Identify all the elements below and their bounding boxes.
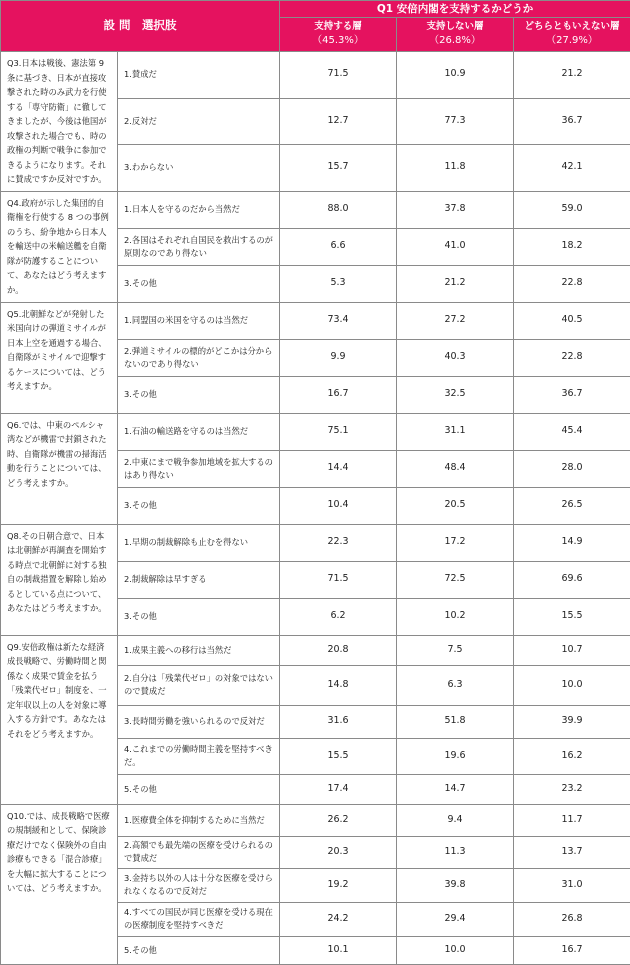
header-question-options xyxy=(1,1,280,52)
value-cell: 22.3 xyxy=(280,524,397,561)
value-cell: 26.5 xyxy=(514,487,630,524)
question-text: Q10.では、成長戦略で医療の規制緩和として、保険診療だけでなく保険外の自由診療もできる「混合診療」を大幅に拡大することについては、どう考えますか。 xyxy=(1,804,118,964)
value-cell: 59.0 xyxy=(514,191,630,228)
header-col-neutral xyxy=(514,18,630,52)
option-label: 1.日本人を守るのだから当然だ xyxy=(118,191,280,228)
value-cell: 13.7 xyxy=(514,836,630,868)
value-cell: 14.4 xyxy=(280,450,397,487)
value-cell: 69.6 xyxy=(514,561,630,598)
value-cell: 39.9 xyxy=(514,705,630,738)
value-cell: 7.5 xyxy=(397,635,514,665)
value-cell: 9.9 xyxy=(280,339,397,376)
table-row xyxy=(1,52,630,99)
table-row xyxy=(1,804,630,836)
value-cell: 17.2 xyxy=(397,524,514,561)
value-cell: 48.4 xyxy=(397,450,514,487)
value-cell: 40.5 xyxy=(514,302,630,339)
value-cell: 23.2 xyxy=(514,774,630,804)
value-cell: 10.2 xyxy=(397,598,514,635)
value-cell: 14.9 xyxy=(514,524,630,561)
value-cell: 17.4 xyxy=(280,774,397,804)
option-label: 1.成果主義への移行は当然だ xyxy=(118,635,280,665)
question-text: Q4.政府が示した集団的自衛権を行使する 8 つの事例のうち、紛争地から日本人を輸送中の米輸送艦を自衛隊が防護することについて、あなたはどう考えますか。 xyxy=(1,191,118,302)
table-row xyxy=(1,302,630,339)
value-cell: 31.1 xyxy=(397,413,514,450)
value-cell: 32.5 xyxy=(397,376,514,413)
value-cell: 10.4 xyxy=(280,487,397,524)
option-label: 5.その他 xyxy=(118,936,280,964)
header-col-oppose xyxy=(397,18,514,52)
question-text: Q9.安倍政権は新たな経済成長戦略で、労働時間と関係なく成果で賃金を払う「残業代ゼロ」制度を、一定年収以上の人を対象に導入する方針です。あなたはそれをどう考えますか。 xyxy=(1,635,118,804)
option-label: 2.反対だ xyxy=(118,98,280,145)
value-cell: 27.2 xyxy=(397,302,514,339)
value-cell: 16.7 xyxy=(514,936,630,964)
value-cell: 6.6 xyxy=(280,228,397,265)
value-cell: 11.8 xyxy=(397,145,514,192)
option-label: 3.その他 xyxy=(118,487,280,524)
value-cell: 6.3 xyxy=(397,665,514,705)
question-text: Q6.では、中東のペルシャ湾などが機雷で封鎖された時、自衛隊が機雷の掃海活動を行うことについては、どう考えますか。 xyxy=(1,413,118,524)
value-cell: 40.3 xyxy=(397,339,514,376)
value-cell: 31.6 xyxy=(280,705,397,738)
value-cell: 75.1 xyxy=(280,413,397,450)
value-cell: 22.8 xyxy=(514,339,630,376)
value-cell: 88.0 xyxy=(280,191,397,228)
value-cell: 45.4 xyxy=(514,413,630,450)
value-cell: 26.8 xyxy=(514,902,630,936)
header-group-title: Q1 安倍内閣を支持するかどうか xyxy=(280,1,630,18)
header-col-pct: （27.9%） xyxy=(514,34,630,48)
value-cell: 20.3 xyxy=(280,836,397,868)
value-cell: 39.8 xyxy=(397,868,514,902)
option-label: 1.石油の輸送路を守るのは当然だ xyxy=(118,413,280,450)
header-col-label: 支持しない層 xyxy=(427,21,484,32)
table-header xyxy=(1,1,630,52)
option-label: 2.自分は「残業代ゼロ」の対象ではないので賛成だ xyxy=(118,665,280,705)
value-cell: 41.0 xyxy=(397,228,514,265)
header-col-pct: （45.3%） xyxy=(280,34,396,48)
value-cell: 42.1 xyxy=(514,145,630,192)
value-cell: 71.5 xyxy=(280,52,397,99)
value-cell: 16.2 xyxy=(514,738,630,774)
option-label: 3.わからない xyxy=(118,145,280,192)
option-label: 4.これまでの労働時間主義を堅持すべきだ。 xyxy=(118,738,280,774)
option-label: 1.医療費全体を抑制するために当然だ xyxy=(118,804,280,836)
value-cell: 14.8 xyxy=(280,665,397,705)
option-label: 4.すべての国民が同じ医療を受ける現在の医療制度を堅持すべきだ xyxy=(118,902,280,936)
option-label: 3.長時間労働を強いられるので反対だ xyxy=(118,705,280,738)
table-row xyxy=(1,635,630,665)
value-cell: 10.0 xyxy=(397,936,514,964)
value-cell: 10.9 xyxy=(397,52,514,99)
value-cell: 36.7 xyxy=(514,376,630,413)
table-row xyxy=(1,191,630,228)
value-cell: 22.8 xyxy=(514,265,630,302)
value-cell: 19.6 xyxy=(397,738,514,774)
value-cell: 5.3 xyxy=(280,265,397,302)
table-row xyxy=(1,524,630,561)
question-text: Q3.日本は戦後、憲法第 9 条に基づき、日本が直接攻撃された時のみ武力を行使する「専守防衛」に徹してきましたが、今後は他国が攻撃された場合でも、時の政権の判断で戦争に参加できるようになります。それに賛成ですか反対ですか。 xyxy=(1,52,118,192)
value-cell: 77.3 xyxy=(397,98,514,145)
value-cell: 51.8 xyxy=(397,705,514,738)
value-cell: 21.2 xyxy=(514,52,630,99)
value-cell: 21.2 xyxy=(397,265,514,302)
option-label: 1.早期の制裁解除も止むを得ない xyxy=(118,524,280,561)
value-cell: 15.7 xyxy=(280,145,397,192)
option-label: 3.金持ち以外の人は十分な医療を受けられなくなるので反対だ xyxy=(118,868,280,902)
value-cell: 20.8 xyxy=(280,635,397,665)
value-cell: 11.3 xyxy=(397,836,514,868)
value-cell: 28.0 xyxy=(514,450,630,487)
value-cell: 15.5 xyxy=(514,598,630,635)
option-label: 2.高額でも最先端の医療を受けられるので賛成だ xyxy=(118,836,280,868)
value-cell: 16.7 xyxy=(280,376,397,413)
value-cell: 37.8 xyxy=(397,191,514,228)
value-cell: 29.4 xyxy=(397,902,514,936)
value-cell: 6.2 xyxy=(280,598,397,635)
value-cell: 14.7 xyxy=(397,774,514,804)
option-label: 2.弾道ミサイルの標的がどこかは分からないのであり得ない xyxy=(118,339,280,376)
option-label: 1.賛成だ xyxy=(118,52,280,99)
value-cell: 9.4 xyxy=(397,804,514,836)
value-cell: 12.7 xyxy=(280,98,397,145)
header-options-label: 選択肢 xyxy=(142,18,177,32)
option-label: 1.同盟国の米国を守るのは当然だ xyxy=(118,302,280,339)
option-label: 2.中東にまで戦争参加地域を拡大するのはあり得ない xyxy=(118,450,280,487)
option-label: 5.その他 xyxy=(118,774,280,804)
option-label: 3.その他 xyxy=(118,376,280,413)
header-question-label: 設 問 xyxy=(104,18,131,32)
question-text: Q5.北朝鮮などが発射した米国向けの弾道ミサイルが日本上空を通過する場合、自衛隊がミサイルで迎撃するケースについては、どう考えますか。 xyxy=(1,302,118,413)
value-cell: 31.0 xyxy=(514,868,630,902)
value-cell: 72.5 xyxy=(397,561,514,598)
value-cell: 20.5 xyxy=(397,487,514,524)
option-label: 3.その他 xyxy=(118,265,280,302)
value-cell: 10.1 xyxy=(280,936,397,964)
header-col-label: 支持する層 xyxy=(314,21,362,32)
value-cell: 18.2 xyxy=(514,228,630,265)
question-text: Q8.その日朝合意で、日本は北朝鮮が再調査を開始する時点で北朝鮮に対する独自の制裁措置を解除し始めるとしている点について、あなたはどう考えますか。 xyxy=(1,524,118,635)
value-cell: 10.0 xyxy=(514,665,630,705)
value-cell: 11.7 xyxy=(514,804,630,836)
value-cell: 19.2 xyxy=(280,868,397,902)
option-label: 2.各国はそれぞれ自国民を救出するのが原則なのであり得ない xyxy=(118,228,280,265)
header-col-pct: （26.8%） xyxy=(397,34,513,48)
value-cell: 36.7 xyxy=(514,98,630,145)
value-cell: 26.2 xyxy=(280,804,397,836)
option-label: 3.その他 xyxy=(118,598,280,635)
header-col-label: どちらともいえない層 xyxy=(525,21,620,32)
value-cell: 15.5 xyxy=(280,738,397,774)
value-cell: 10.7 xyxy=(514,635,630,665)
header-col-support xyxy=(280,18,397,52)
option-label: 2.制裁解除は早すぎる xyxy=(118,561,280,598)
table-row xyxy=(1,413,630,450)
value-cell: 24.2 xyxy=(280,902,397,936)
value-cell: 71.5 xyxy=(280,561,397,598)
table-body xyxy=(1,52,630,965)
value-cell: 73.4 xyxy=(280,302,397,339)
